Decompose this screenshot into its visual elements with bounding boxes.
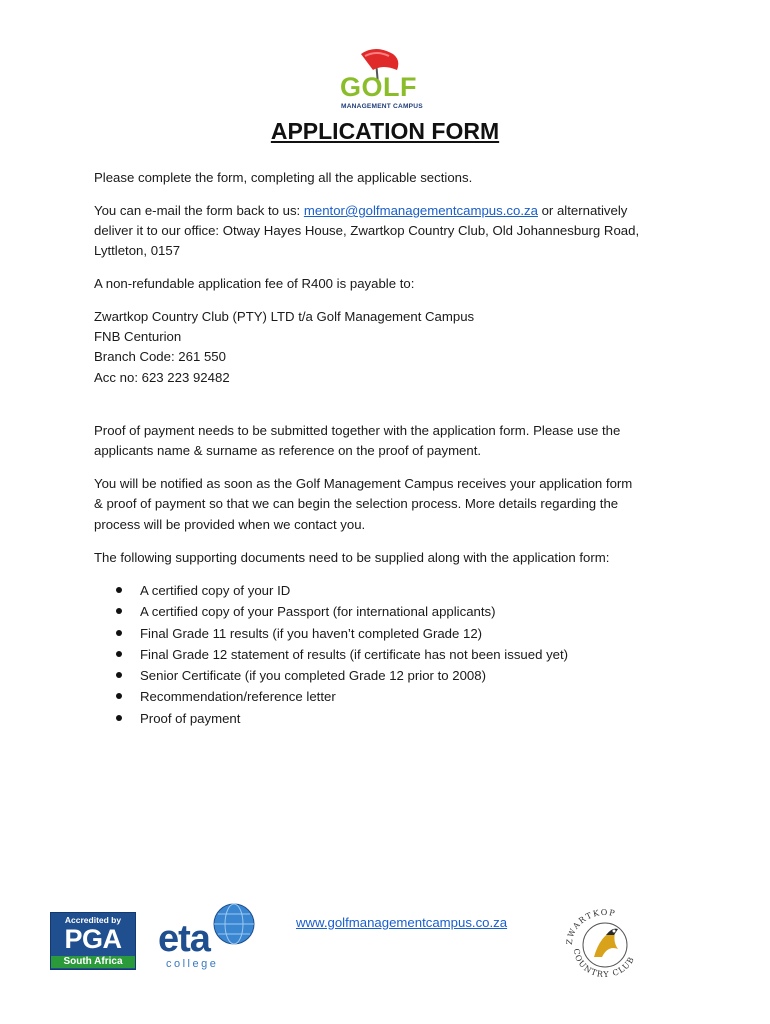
notify-line-3: process will be provided when we contact you. <box>94 517 366 532</box>
proof-line-1: Proof of payment needs to be submitted together with the application form. Please use the <box>94 423 621 438</box>
list-item: A certified copy of your Passport (for international applicants) <box>94 601 568 622</box>
bullet-icon <box>116 693 122 699</box>
bullet-icon <box>116 715 122 721</box>
list-item: Recommendation/reference letter <box>94 686 568 707</box>
address-line-3: Lyttleton, 0157 <box>94 243 181 258</box>
logo-wordmark: GOLF <box>340 72 417 102</box>
documents-intro: The following supporting documents need to be supplied along with the application form: <box>94 550 610 565</box>
bullet-icon <box>116 630 122 636</box>
website-link[interactable]: www.golfmanagementcampus.co.za <box>296 915 508 930</box>
bird-emblem-icon <box>560 905 650 977</box>
intro-text: Please complete the form, completing all the applicable sections. <box>94 170 473 185</box>
bullet-icon <box>116 672 122 678</box>
list-item: A certified copy of your ID <box>94 580 568 601</box>
account-number: Acc no: 623 223 92482 <box>94 370 230 385</box>
documents-list <box>94 580 568 729</box>
bank-account-name: Zwartkop Country Club (PTY) LTD t/a Golf Management Campus <box>94 309 475 324</box>
logo-subtitle: MANAGEMENT CAMPUS <box>341 103 423 110</box>
bullet-icon <box>116 608 122 614</box>
email-link[interactable]: mentor@golfmanagementcampus.co.za <box>303 203 538 218</box>
list-item: Final Grade 12 statement of results (if certificate has not been issued yet) <box>94 644 568 665</box>
list-item: Proof of payment <box>94 708 568 729</box>
list-item: Final Grade 11 results (if you haven’t completed Grade 12) <box>94 623 568 644</box>
email-line-1 <box>94 201 627 221</box>
zwartkop-country-club-logo <box>560 905 650 977</box>
pga-accreditation-logo: Accredited by PGA South Africa <box>50 912 136 970</box>
notify-line-1: You will be notified as soon as the Golf Management Campus receives your application form <box>94 476 633 491</box>
notify-line-2: & proof of payment so that we can begin the selection process. More details regarding the <box>94 496 619 511</box>
golf-management-campus-logo <box>335 44 445 114</box>
list-item: Senior Certificate (if you completed Grade 12 prior to 2008) <box>94 665 568 686</box>
email-suffix: or alternatively <box>537 203 628 218</box>
svg-text:COUNTRY CLUB: COUNTRY CLUB <box>571 947 637 977</box>
email-prefix: You can e-mail the form back to us: <box>94 203 304 218</box>
eta-college-logo: eta college <box>158 902 258 974</box>
bank-name: FNB Centurion <box>94 329 182 344</box>
proof-line-2: applicants name & surname as reference on the proof of payment. <box>94 443 482 458</box>
svg-text:ZWARTKOP: ZWARTKOP <box>564 907 617 946</box>
page-title: APPLICATION FORM <box>270 118 500 144</box>
fee-text: A non-refundable application fee of R400 is payable to: <box>94 276 415 291</box>
branch-code: Branch Code: 261 550 <box>94 349 226 364</box>
address-line-2: deliver it to our office: Otway Hayes House, Zwartkop Country Club, Old Johannesburg Road, <box>94 223 640 238</box>
bullet-icon <box>116 587 122 593</box>
bullet-icon <box>116 651 122 657</box>
